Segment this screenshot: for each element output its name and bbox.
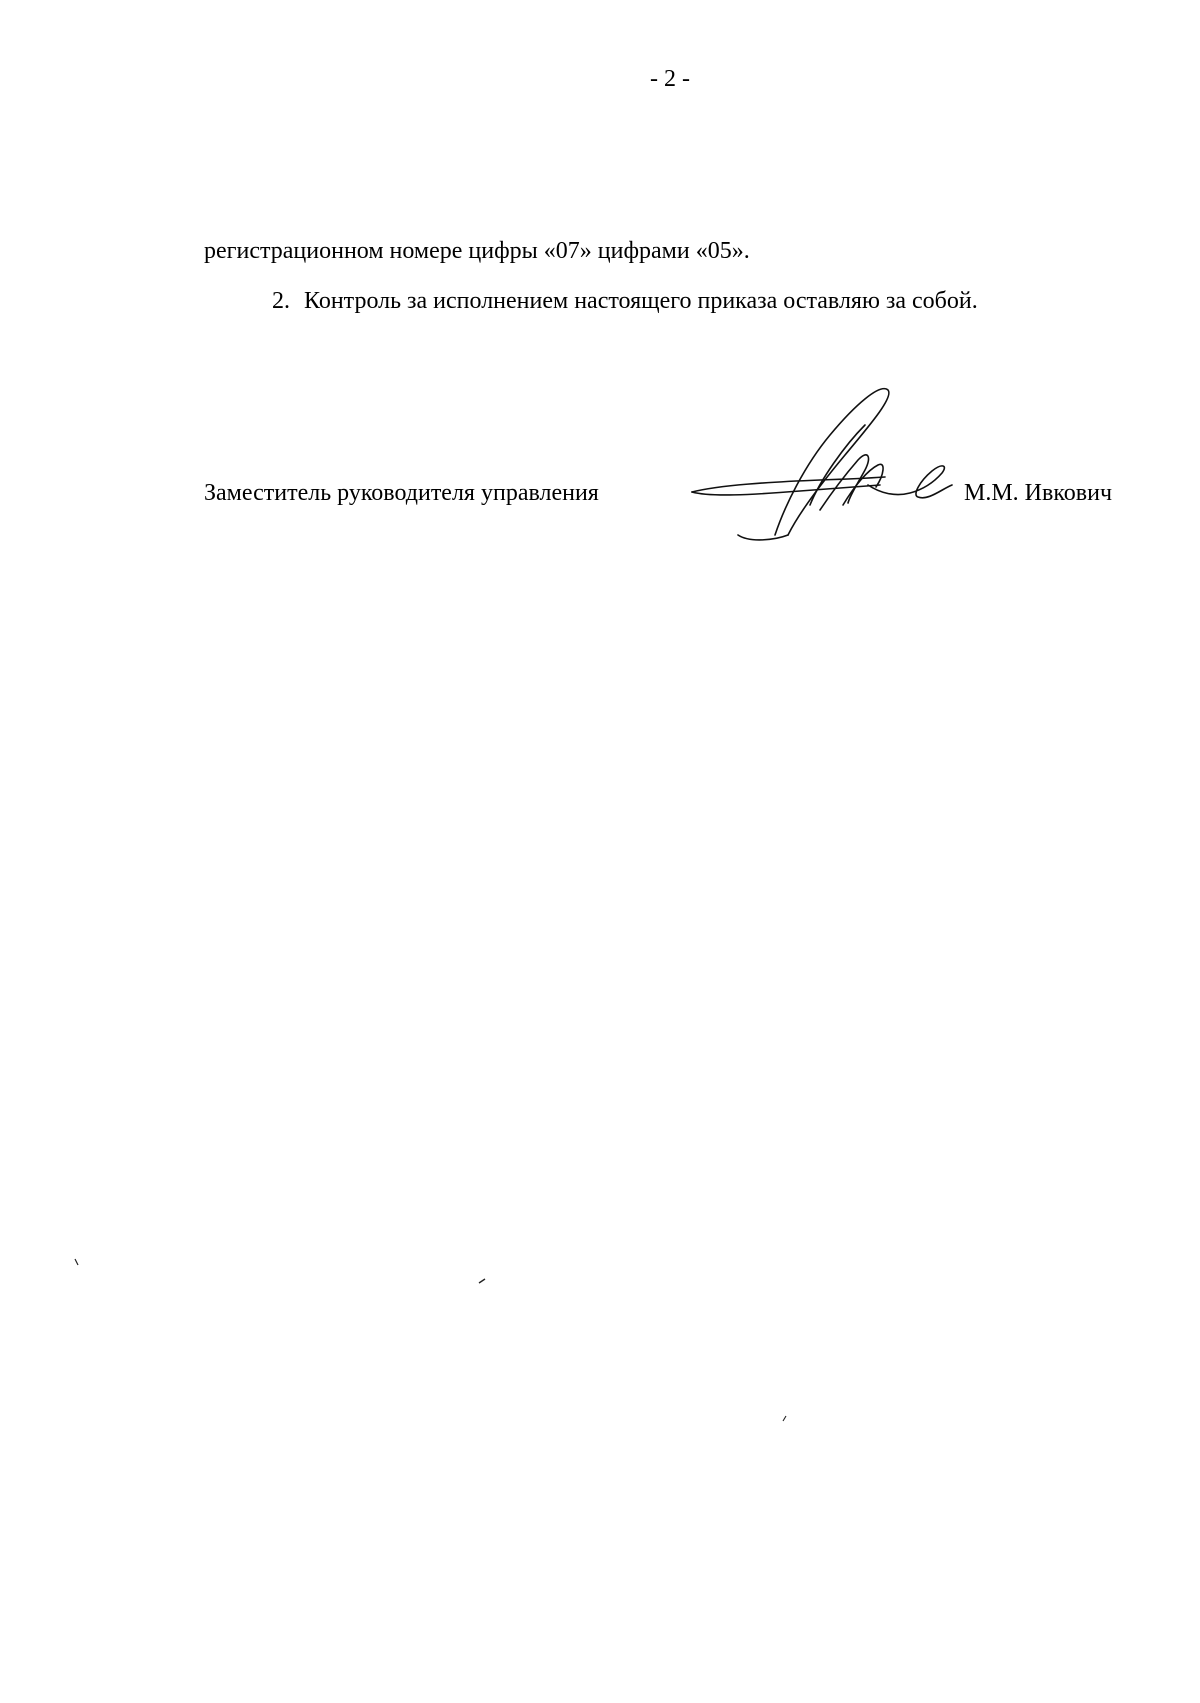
page-number: - 2 - bbox=[650, 66, 690, 92]
handwritten-signature bbox=[680, 385, 970, 545]
scan-speck bbox=[478, 1278, 486, 1284]
position-title: Заместитель руководителя управления bbox=[204, 480, 599, 506]
item-number: 2. bbox=[272, 288, 290, 314]
signer-name: М.М. Ивкович bbox=[964, 480, 1113, 506]
continuation-line: регистрационном номере цифры «07» цифрами «05». bbox=[204, 238, 750, 264]
item-text: Контроль за исполнением настоящего приказа оставляю за собой. bbox=[304, 288, 978, 314]
scan-speck bbox=[782, 1415, 787, 1422]
scan-speck bbox=[74, 1258, 80, 1266]
paragraph-item-2 bbox=[272, 286, 978, 316]
